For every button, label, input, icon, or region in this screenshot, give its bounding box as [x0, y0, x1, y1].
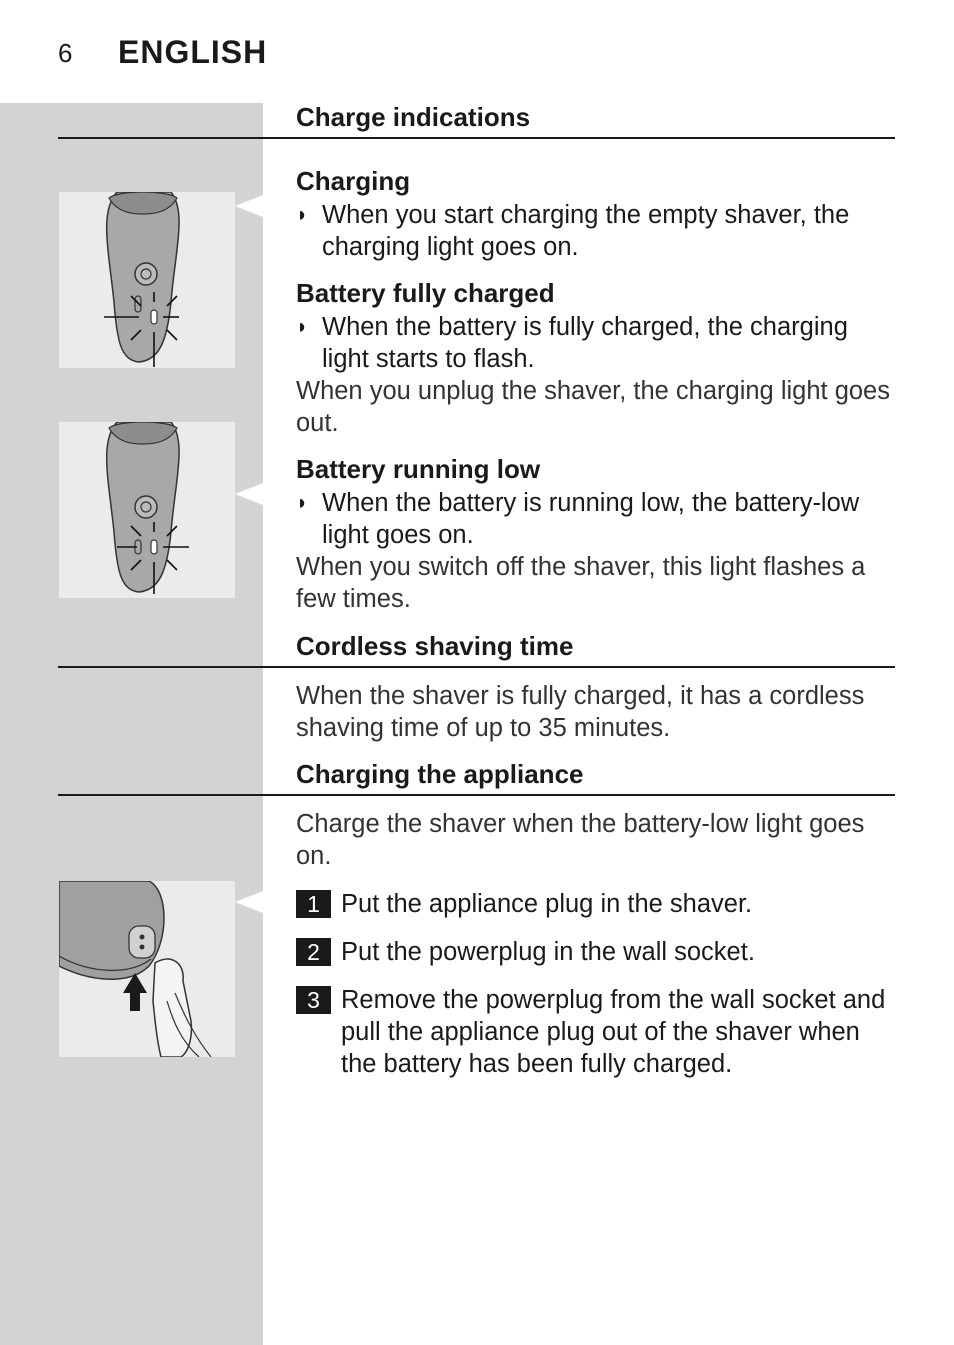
- illustration-battery-low: [59, 422, 235, 598]
- section-title-charge-indications: Charge indications: [296, 102, 531, 132]
- section-rule: [58, 794, 895, 796]
- heading-battery-low: Battery running low: [296, 454, 541, 484]
- heading-charging: Charging: [296, 166, 411, 196]
- bullet-mark-icon: ◗: [296, 316, 309, 338]
- shaver-battery-low-icon: [59, 422, 235, 598]
- note-battery-low: When you switch off the shaver, this light flashes a few times.: [296, 553, 866, 613]
- step-number: 1: [296, 890, 331, 918]
- step-1: [296, 888, 896, 920]
- step-number: 3: [296, 986, 331, 1014]
- illustration-charging: [59, 192, 235, 368]
- bullet-text: When the battery is fully charged, the charging light starts to flash.: [322, 313, 848, 373]
- bullet-text: When the battery is running low, the battery-low light goes on.: [322, 489, 860, 549]
- section-title-cordless: Cordless shaving time: [296, 631, 574, 661]
- section-rule: [58, 137, 895, 139]
- step-3: [296, 984, 896, 1080]
- page-number: 6: [58, 38, 73, 68]
- section-rule: [58, 666, 895, 668]
- cordless-text: When the shaver is fully charged, it has a cordless shaving time of up to 35 minutes.: [296, 682, 865, 742]
- step-2: [296, 936, 896, 968]
- bullet-mark-icon: ◗: [296, 492, 309, 514]
- step-number: 2: [296, 938, 331, 966]
- callout-pointer: [235, 483, 263, 505]
- bullet-mark-icon: ◗: [296, 204, 309, 226]
- step-text: Put the appliance plug in the shaver.: [341, 890, 753, 918]
- illustration-plug: [59, 881, 235, 1057]
- section-title-charging-appliance: Charging the appliance: [296, 759, 584, 789]
- step-text: Remove the powerplug from the wall socket and pull the appliance plug out of the shaver when the battery has been fully charged.: [341, 986, 886, 1078]
- heading-battery-full: Battery fully charged: [296, 278, 555, 308]
- callout-pointer: [235, 891, 263, 913]
- charging-intro: Charge the shaver when the battery-low light goes on.: [296, 810, 865, 870]
- step-text: Put the powerplug in the wall socket.: [341, 938, 755, 966]
- shaver-charging-light-icon: [59, 192, 235, 368]
- callout-pointer: [235, 195, 263, 217]
- bullet-text: When you start charging the empty shaver, the charging light goes on.: [322, 201, 850, 261]
- arrow-up-icon: [123, 973, 147, 1011]
- bullet-charging: [296, 199, 896, 263]
- note-battery-full: When you unplug the shaver, the charging light goes out.: [296, 377, 890, 437]
- page-language-title: ENGLISH: [118, 34, 268, 70]
- bullet-battery-full: [296, 311, 896, 375]
- shaver-plug-icon: [59, 881, 235, 1057]
- bullet-battery-low: [296, 487, 896, 551]
